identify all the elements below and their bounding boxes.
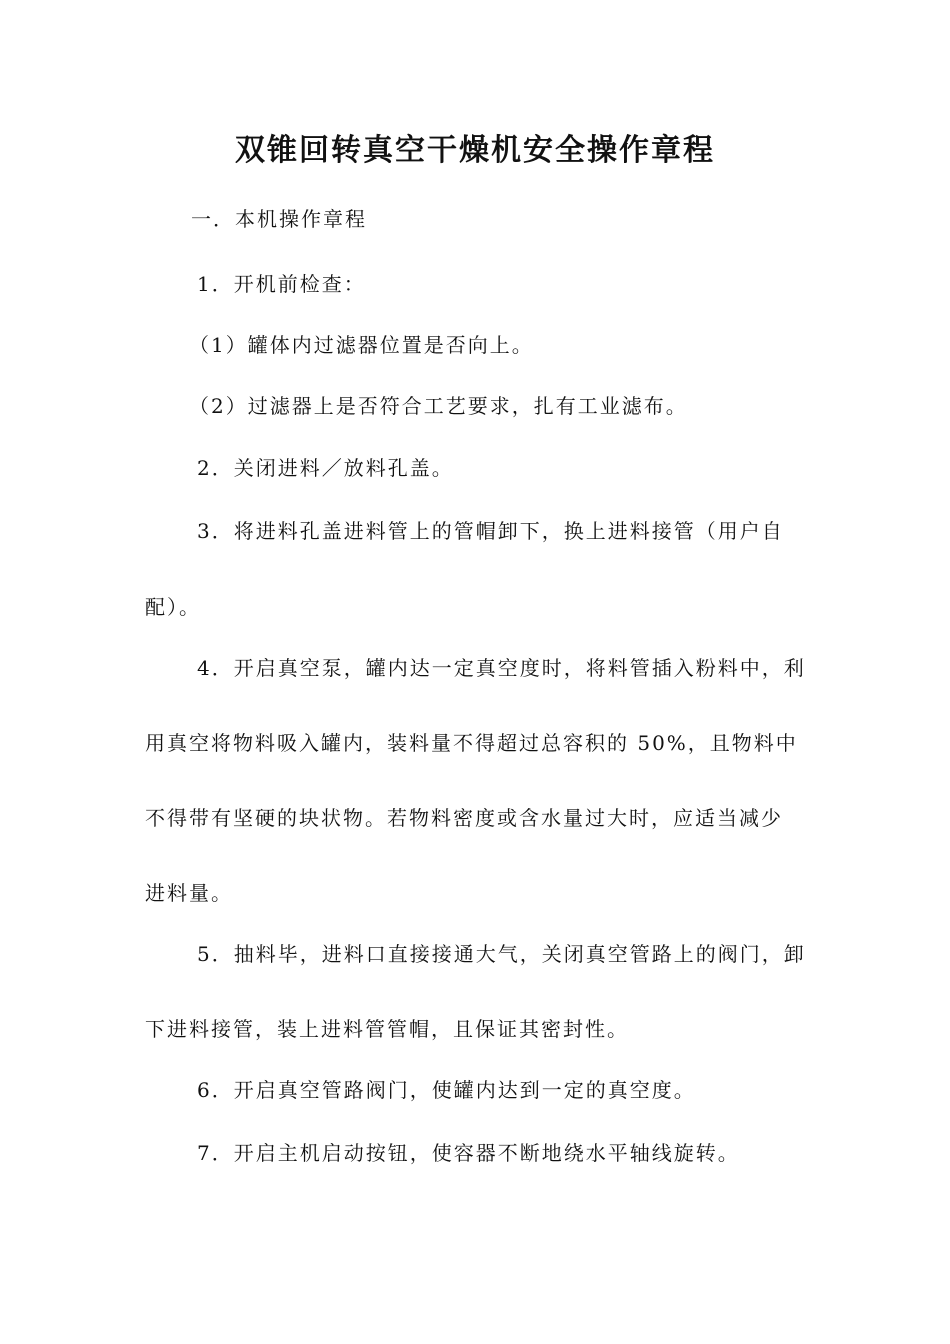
step-6 [145,1067,862,1113]
step-4-line-1: 4．开启真空泵，罐内达一定真空度时，将料管插入粉料中，利 [197,656,806,680]
step-4-line-2: 用真空将物料吸入罐内，装料量不得超过总容积的 50%，且物料中 [145,731,798,755]
step-4-line-4: 进料量。 [145,881,233,905]
step-7-text: 7．开启主机启动按钮，使容器不断地绕水平轴线旋转。 [197,1141,740,1165]
step-1b [145,383,854,429]
step-1 [145,261,862,307]
step-5-line-2: 下进料接管，装上进料管管帽，且保证其密封性。 [145,1017,629,1041]
step-1a [145,322,854,368]
step-5-line-1: 5．抽料毕，进料口直接接通大气，关闭真空管路上的阀门，卸 [197,942,806,966]
step-2 [145,445,862,491]
step-1-text: 1．开机前检查： [197,272,366,296]
step-6-text: 6．开启真空管路阀门，使罐内达到一定的真空度。 [197,1078,696,1102]
step-7 [145,1130,862,1176]
step-5 [145,931,810,1052]
step-3 [145,508,810,630]
section-heading [145,196,856,242]
step-2-text: 2．关闭进料／放料孔盖。 [197,456,454,480]
step-1a-text: （1）罐体内过滤器位置是否向上。 [189,333,534,357]
step-1b-text: （2）过滤器上是否符合工艺要求，扎有工业滤布。 [189,394,688,418]
step-4 [145,645,810,916]
document-title: 双锥回转真空干燥机安全操作章程 [235,133,715,168]
step-3-line-1: 3．将进料孔盖进料管上的管帽卸下，换上进料接管（用户自 [197,519,784,543]
step-4-line-3: 不得带有坚硬的块状物。若物料密度或含水量过大时，应适当减少 [145,806,783,830]
section-heading-text: 一．本机操作章程 [191,207,367,231]
step-3-line-2: 配）。 [145,595,201,619]
